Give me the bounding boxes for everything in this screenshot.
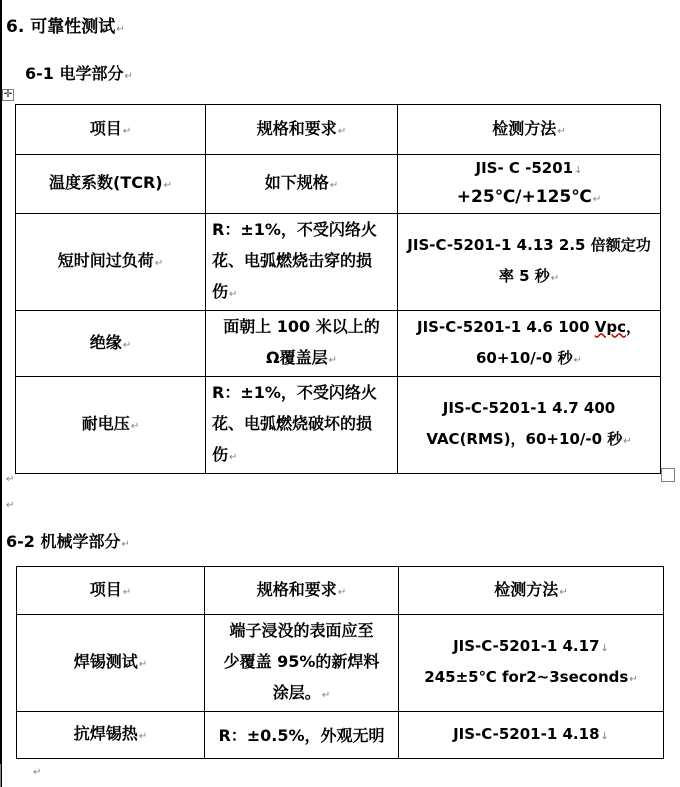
item-cell: 耐电压↵ <box>16 377 206 474</box>
header-item: 项目↵ <box>16 105 206 155</box>
header-item: 项目↵ <box>17 567 205 615</box>
header-method: 检测方法↵ <box>399 567 664 615</box>
method-cell: JIS-C-5201-1 4.18↓ <box>399 712 664 759</box>
header-spec: 规格和要求↵ <box>205 567 399 615</box>
table-resize-handle[interactable] <box>661 468 675 482</box>
table-header-row <box>17 567 664 615</box>
method-cell: JIS-C-5201-1 4.6 100 Vpc， 60+10/-0 秒↵ <box>398 311 661 377</box>
item-cell: 抗焊锡热↵ <box>17 712 205 759</box>
table-row <box>17 712 664 759</box>
item-cell: 焊锡测试↵ <box>17 615 205 712</box>
electrical-test-table <box>15 104 661 474</box>
spec-cell: R：±0.5%，外观无明 <box>205 712 399 759</box>
method-cell: JIS-C-5201-1 4.7 400 VAC(RMS)，60+10/-0 秒↵ <box>398 377 661 474</box>
table-move-handle-icon[interactable]: ✛ <box>3 89 13 100</box>
section-title-electrical: 6-1 电学部分↵ <box>25 64 133 83</box>
section-title-reliability: 6. 可靠性测试↵ <box>6 17 125 37</box>
mechanical-test-table <box>16 566 664 759</box>
item-cell: 温度系数(TCR)↵ <box>16 155 206 214</box>
left-margin-indicator <box>0 764 7 787</box>
method-cell: JIS-C-5201-1 4.13 2.5 倍额定功 率 5 秒↵ <box>398 214 661 311</box>
table-row <box>16 311 661 377</box>
section-title-mechanical: 6-2 机械学部分↵ <box>6 532 130 551</box>
table-row <box>17 615 664 712</box>
header-method: 检测方法↵ <box>398 105 661 155</box>
empty-paragraph-mark: ↵ <box>6 474 15 485</box>
spec-cell: R：±1%，不受闪络火 花、电弧燃烧击穿的损 伤↵ <box>206 214 398 311</box>
header-spec: 规格和要求↵ <box>206 105 398 155</box>
method-cell: JIS-C-5201-1 4.17↓ 245±5℃ for2~3seconds↵ <box>399 615 664 712</box>
table-row <box>16 155 661 214</box>
item-cell: 短时间过负荷↵ <box>16 214 206 311</box>
table-header-row <box>16 105 661 155</box>
table-row <box>16 377 661 474</box>
spec-cell: 如下规格↵ <box>206 155 398 214</box>
left-margin-bar <box>0 0 2 787</box>
spec-cell: 面朝上 100 米以上的 Ω覆盖层↵ <box>206 311 398 377</box>
spec-cell: R：±1%，不受闪络火 花、电弧燃烧破坏的损 伤↵ <box>206 377 398 474</box>
method-cell: JIS- C -5201↓ +25℃/+125℃↵ <box>398 155 661 214</box>
empty-paragraph-mark: ↵ <box>33 767 42 778</box>
empty-paragraph-mark: ↵ <box>6 500 15 511</box>
spec-cell: 端子浸没的表面应至 少覆盖 95%的新焊料 涂层。↵ <box>205 615 399 712</box>
item-cell: 绝缘↵ <box>16 311 206 377</box>
table-row <box>16 214 661 311</box>
